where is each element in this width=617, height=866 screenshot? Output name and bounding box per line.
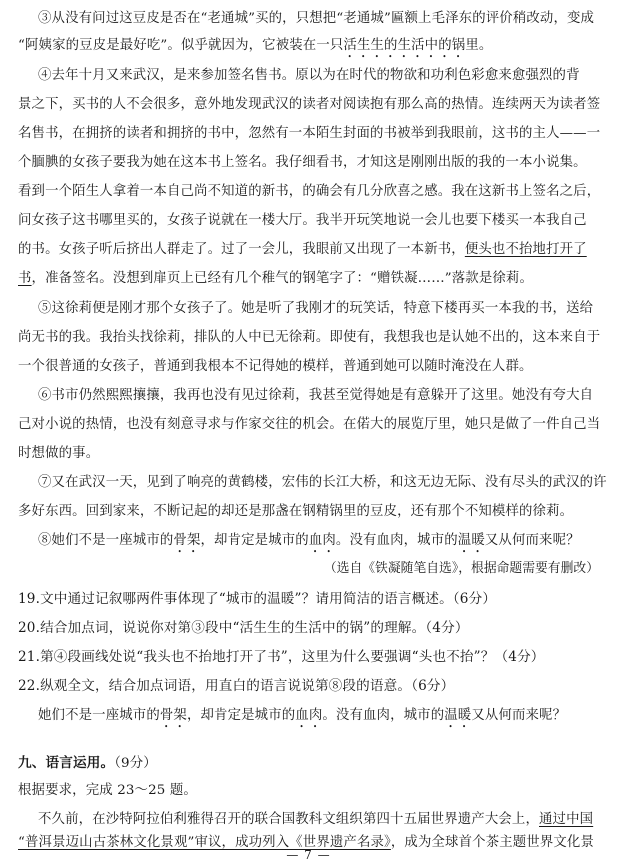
text-span: 里。: [465, 38, 493, 53]
section-title: 九、语言运用。: [18, 755, 115, 771]
source-citation: （选自《铁凝随笔自选》，根据命题需要有删改）: [323, 561, 599, 576]
text-span: 不久前，在沙特阿拉伯利雅得召开的联合国教科文组织第四十五届世界遗产大会上，: [38, 812, 540, 827]
paragraph-3-line-2: [18, 37, 492, 61]
text-span: 。没有血肉，城市的: [322, 708, 445, 723]
section-9-heading: [18, 754, 157, 773]
dotted-word: 骨架: [159, 708, 187, 723]
text-span: ，却肯定是城市的: [200, 533, 309, 548]
dotted-word: 温暖: [444, 708, 472, 723]
dotted-phrase: 活生生的生活中的锅: [343, 38, 466, 53]
paragraph-4-line-1: ④去年十月又来武汉，是来参加签名售书。原以为在时代的物欲和功利色彩愈来愈强烈的背: [38, 68, 580, 83]
underlined-phrase: 便头也不抬地打开了: [464, 242, 587, 257]
paragraph-7-line-2: 多好东西。回到家来，不断记起的却还是那盏在钢精锅里的豆皮，还有那个不知模样的徐莉。: [18, 504, 574, 519]
dotted-word: 血肉: [308, 533, 336, 548]
section-9-instruction: 根据要求，完成 23～25 题。: [18, 783, 197, 798]
text-span: 的书。女孩子听后挤出人群走了。过了一会儿，我眼前又出现了一本新书，: [18, 242, 465, 257]
paragraph-4-line-3: 名售书，在拥挤的读者和拥挤的书中，忽然有一本陌生封面的书被举到我眼前，这书的主人——一: [18, 126, 601, 141]
paragraph-6-line-2: 己对小说的热情，也没有刻意寻求与作家交往的机会。在偌大的展览厅里，她只是做了一件自己当: [18, 417, 601, 432]
question-21: 21.第④段画线处说“我头也不抬地打开了书”，这里为什么要强调“头也不抬”？（4分）: [18, 649, 545, 665]
quoted-sentence: [38, 707, 566, 731]
page-number: — 7 —: [286, 848, 331, 862]
dotted-word: 血肉: [295, 708, 323, 723]
question-19: 19.文中通过记叙哪两件事体现了“城市的温暖”？请用简洁的语言概述。（6分）: [18, 591, 497, 607]
question-20: 20.结合加点词，说说你对第③段中“活生生的生活中的锅”的理解。（4分）: [18, 620, 469, 636]
text-span: 。没有血肉，城市的: [335, 533, 458, 548]
text-span: 又从何而来呢？: [471, 708, 567, 723]
paragraph-4-line-2: 景之下，买书的人不会很多，意外地发现武汉的读者对阅读抱有那么高的热情。连续两天为读者签: [18, 97, 601, 112]
paragraph-4-line-8: [18, 270, 533, 288]
underlined-phrase: 通过中国: [539, 812, 594, 827]
text-span: 她们不是一座城市的: [38, 708, 160, 723]
paragraph-5-line-1: ⑤这徐莉便是刚才那个女孩子了。她是听了我刚才的玩笑话，特意下楼再买一本我的书，送给: [38, 301, 594, 316]
text-span: ⑧她们不是一座城市的: [38, 533, 174, 548]
paragraph-5-line-3: 一个很普通的女孩子，普通到我根本不记得她的模样，普通到她可以随时淹没在人群。: [18, 359, 533, 374]
paragraph-5-line-2: 尚无书的我。我抬头找徐莉，排队的人中已无徐莉。即使有，我想我也是认她不出的，这本来自于: [18, 330, 601, 345]
text-span: ，准备签名。没想到扉页上已经有几个稚气的钢笔字了：“赠铁凝……”落款是徐莉。: [31, 271, 533, 286]
paragraph-8: [38, 532, 580, 556]
paragraph-4-line-7: [18, 241, 587, 259]
paragraph-4-line-6: 问女孩子这书哪里买的，女孩子说就在一楼大厅。我半开玩笑地说一会儿也要下楼买一本我自己: [18, 213, 587, 228]
paragraph-4-line-4: 个腼腆的女孩子要我为她在这本书上签名。我仔细看书，才知这是刚刚出版的我的一本小说集。: [18, 155, 587, 170]
paragraph-7-line-1: ⑦又在武汉一天，见到了响亮的黄鹤楼，宏伟的长江大桥，和这无边无际、没有尽头的武汉的许: [38, 475, 607, 490]
paragraph-3-line-1: ③从没有问过这豆皮是否在“老通城”买的，只想把“老通城”匾额上毛泽东的评价稍改动，变成: [38, 11, 595, 26]
text-span: 又从何而来呢？: [484, 533, 580, 548]
underlined-phrase: 书: [18, 271, 32, 286]
section-score: （9分）: [114, 756, 157, 771]
language-passage-line-1: [38, 811, 593, 829]
paragraph-4-line-5: 看到一个陌生人拿着一本自己尚不知道的新书，的确会有几分欣喜之感。我在这新书上签名之后，: [18, 184, 601, 199]
text-span: ，却肯定是城市的: [186, 708, 296, 723]
paragraph-6-line-1: ⑥书市仍然熙熙攘攘，我再也没有见过徐莉，我甚至觉得她是有意躲开了这里。她没有夸大自: [38, 388, 594, 403]
text-span: ，成为全球首个茶主题世界文化景: [390, 835, 594, 850]
question-22: 22.纵观全文，结合加点词语，用直白的语言说说第⑧段的语意。（6分）: [18, 678, 455, 694]
dotted-word: 骨架: [173, 533, 201, 548]
underlined-phrase: “普洱景迈山古茶林文化景观”审议，成功列入《世界遗产名录》: [18, 835, 391, 850]
text-span: “阿姨家的豆皮是最好吃”。似乎就因为，它被装在一只: [18, 38, 344, 53]
dotted-word: 温暖: [457, 533, 485, 548]
paragraph-6-line-3: 时想做的事。: [18, 446, 100, 461]
